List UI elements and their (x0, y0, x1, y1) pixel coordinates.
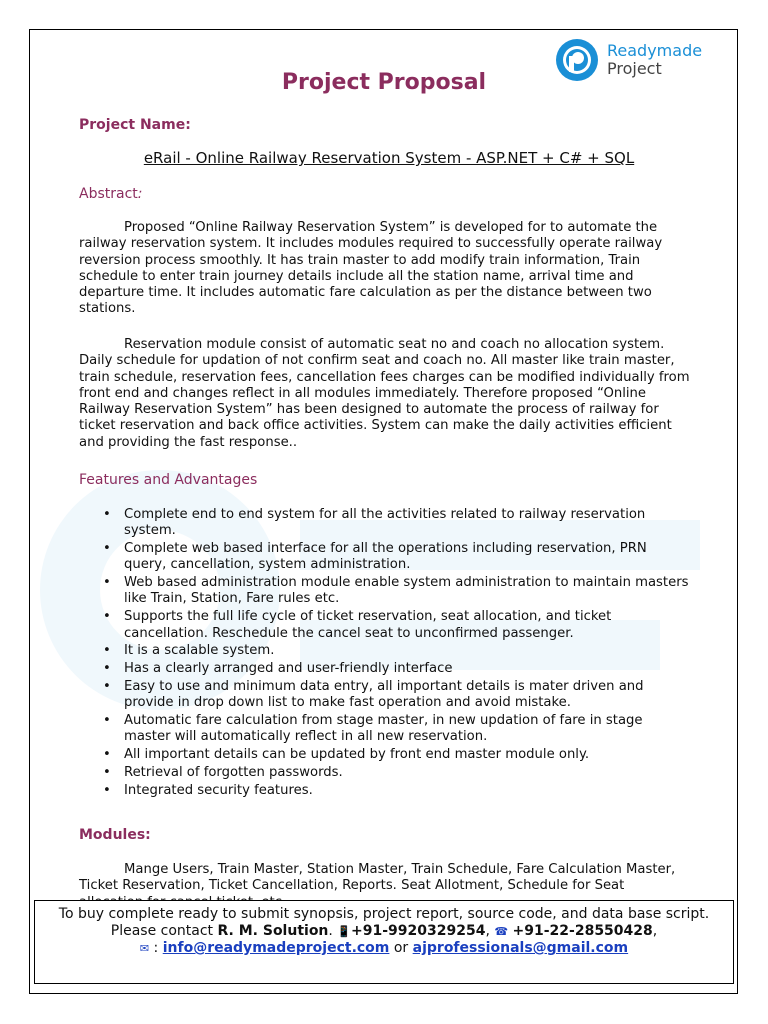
list-item (79, 713, 691, 746)
list-item (79, 609, 691, 642)
feature-text: Easy to use and minimum data entry, all important details is mater driven and provide in drop down list to make fast operation and avoid mistake. (124, 678, 644, 711)
mobile-phone-icon: 📱 (337, 925, 352, 938)
list-item (79, 765, 691, 781)
bullet-icon: • (103, 609, 111, 625)
feature-text: Integrated security features. (124, 782, 313, 798)
list-item (79, 575, 691, 608)
contact-line2 (35, 923, 733, 940)
phone-number: +91-22-28550428 (512, 923, 653, 939)
features-list (79, 507, 691, 801)
email-link-ajprofessionals[interactable]: ajprofessionals@gmail.com (412, 940, 629, 956)
list-item (79, 747, 691, 763)
bullet-icon: • (103, 507, 111, 522)
feature-text: Retrieval of forgotten passwords. (124, 764, 343, 780)
feature-text: Complete end to end system for all the activities related to railway reservation system. (124, 507, 646, 539)
project-name: eRail - Online Railway Reservation System - ASP.NET + C# + SQL (143, 149, 635, 167)
abstract-heading-text: Abstract (79, 186, 138, 202)
modules-heading: Modules: (79, 827, 151, 843)
list-item (79, 507, 691, 540)
abstract-heading (79, 186, 143, 202)
mail-separator: : (149, 940, 163, 956)
bullet-icon: • (103, 782, 111, 798)
contact-prefix: Please contact (110, 923, 218, 939)
list-item (79, 541, 691, 574)
email-link-info[interactable]: info@readymadeproject.com (162, 940, 390, 956)
contact-line1: To buy complete ready to submit synopsis, project report, source code, and data base script. (58, 906, 710, 922)
abstract-paragraph-1 (79, 220, 691, 318)
or-text: or (389, 940, 413, 956)
modules-text: Mange Users, Train Master, Station Master, Train Schedule, Fare Calculation Master, Ticket Reservation, Ticket Cancellation, Reports. Seat Allotment, Schedule for Seat (79, 862, 676, 894)
feature-text: Automatic fare calculation from stage master, in new updation of fare in stage master will automatically reflect in all new reservation. (124, 713, 643, 745)
feature-text: It is a scalable system. (124, 643, 275, 659)
feature-text: Complete web based interface for all the operations including reservation, PRN query, cancellation, system administration. (124, 541, 647, 573)
bullet-icon: • (103, 541, 111, 557)
abstract-p2-text: Reservation module consist of automatic seat no and coach no allocation system. Daily schedule for updation of not confirm seat and coach no. All master like train master, train schedule, reservation fees, cancellation fees charges can be modified individually from front end and changes reflect in all modules immediately. Therefore proposed “Online Railway Reservation System” has been designed to automate the process of railway for ticket reservation and back office activities. System can make the daily activities efficient and providing the fast response.. (79, 337, 690, 450)
bullet-icon: • (103, 713, 111, 729)
abstract-paragraph-2 (79, 337, 691, 451)
feature-text: Web based administration module enable system administration to maintain masters like Train, Station, Fare rules etc. (124, 575, 689, 607)
abstract-p1-text: Proposed “Online Railway Reservation System” is developed for to automate the railway reservation system. It includes modules required to successfully operate railway reversion process smoothly. It has train master to add modify train information, Train schedule to enter train journey details include all the station name, arrival time and departure time. It includes automatic fare calculation as per the distance between two stations. (79, 220, 663, 317)
feature-text: Has a clearly arranged and user-friendly interface (124, 661, 453, 677)
contact-line3 (35, 940, 733, 957)
contact-dot: . (328, 923, 338, 939)
mobile-number: +91-9920329254 (351, 923, 486, 939)
abstract-colon: : (137, 186, 143, 202)
company-name: R. M. Solution (217, 923, 329, 939)
envelope-icon: ✉ (139, 942, 150, 955)
list-item (79, 661, 691, 677)
bullet-icon: • (103, 764, 111, 780)
bullet-icon: • (103, 575, 111, 591)
list-item (79, 643, 691, 659)
feature-text: Supports the full life cycle of ticket reservation, seat allocation, and ticket cancellation. Reschedule the cancel seat to unconfirmed passenger. (124, 609, 612, 641)
feature-text: All important details can be updated by front end master module only. (124, 747, 590, 763)
bullet-icon: • (103, 643, 111, 659)
contact-comma: , (485, 923, 495, 939)
contact-box (34, 900, 734, 984)
list-item (79, 783, 691, 799)
logo-line1: Readymade (607, 41, 703, 60)
list-item (79, 679, 691, 712)
bullet-icon: • (103, 747, 111, 763)
bullet-icon: • (103, 678, 111, 694)
contact-end-comma: , (652, 923, 658, 939)
project-name-heading: Project Name: (79, 117, 191, 133)
telephone-icon: ☎ (494, 925, 509, 938)
bullet-icon: • (103, 661, 111, 677)
page-title: Project Proposal (281, 70, 487, 95)
features-heading: Features and Advantages (79, 472, 258, 488)
logo-line2: Project (607, 59, 662, 78)
